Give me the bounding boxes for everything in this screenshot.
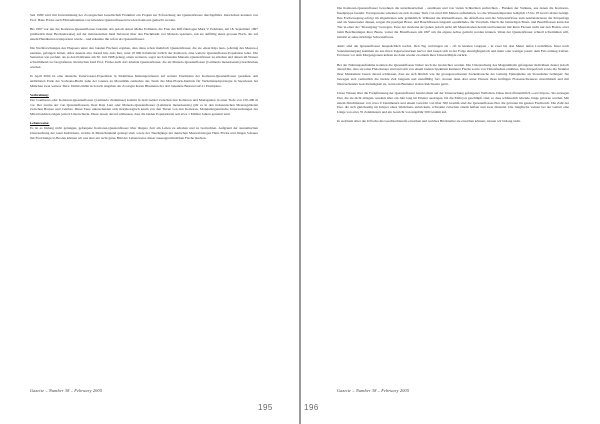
section-text-verbreitung: Der Gombessa oder Komoren-Quastenflosser (Latimeria chalumnae) kommt in dem Gebiet zwischen den Komoren und Madagaskar in einer Tiefe von 150-400 m vor. Der zweite Art von Quastenflossern, Ikan Raja Laut oder Manado-Quastenflosser (Latimeria menadoensis) gibt es in den indonesischen Meeresgebieten zwischen Borneo und Celebes. Diese Tiere unterscheiden sich morphologisch kaum von den Tieren von den Komoren. Molekulargenetische Untersuchungen der Mitochondrien zeigen jedoch Unterschiede. Diese lassen darauf schliessen, dass die beiden Populationen seit etwa 1 Million Jahren getrennt sind. (30, 97, 258, 117)
paragraph: In April 2004 ist eine deutsche Unterwasser-Expedition in Südafrikas Küstengewässern auf weitere Exemplare der Komoren-Quastenflosser gestoßen. Am südlichsten Ende der Sodwana-Bucht nahe der Grenze zu Mosambik entdeckte das Team des Max-Planck-Instituts für Verhaltensphysiologie in Seewiesen bei München zwei weitere Tiere. Damit erhöht sich nach Angaben der Zoologin Karen Hissmann der dort bekannte Bestand auf 21 Exemplare. (30, 74, 258, 88)
paragraph: Bei der Nahrungsaufnahme konnten die Quastenflosser bisher noch nie beobachtet werden. Die Untersuchung des Mageninhalts gefangener Individuen deutet jedoch darauf hin, dass sie reine Fleischesser sind und sich von einem breiten Spektrum kleinerer Fische sowie von Tintenfischen ernähren. Ihre Körperform sowie die Struktur ihrer Muskulatur lassen darauf schliessen, dass sie sich ähnlich wie die grossgewachsenen Zackenbarsche der Gattung Epinephelus als Stosstäuber betätigen: Sie bewegen sich vermutlich die meiste Zeit langsam und unauffällig fort, stossen dann aber unter Einsatz ihres kräftigen Flossenschwanzes unvermittelt und mit überraschender Geschwindigkeit zu, wenn ein Beutetier in ihre Reichweite gerät. (337, 62, 569, 86)
paragraph: Bis 1997 war nur der Komoren-Quastenflosser bekannt. Als jedoch Arnaz Mehta Erdmann, die Frau des Riff-Ökologen Mark V. Erdmann, am 18. September 1997 (unlässlich ihrer Hochzeitsreise) auf der indonesischen Insel Sulawesi über den Fischmarkt von Manado spazierte, sah sie auffällig einen grossen Fisch, der auf einem Handkarren transportiert wurde – und erkannte ihn sofort als Quastenflosser. (30, 27, 258, 41)
paragraph: Die Nachforschungen des Ehepaars unter den lokalen Fischern ergaben, dass diese schon mehrfach Quastenflosser, die sie «ikan Raja laut» («König des Meeres») nannten, gefangen hatten. Alles deutete also darauf hin, dass hier, rund 10 000 Kilometer östlich der Komoren, eine weitere Quastenflosser-Population lebte. Die Sensation war perfekt, als es den Erdmanns am 30. Juli 1998 gelang, einen weiteren, sogar noch lebenden Manado-Quastenflosser zu erhalten und diesen im Wasser schwimmend zu fotografieren. Inzwischen fand Prof. Fricke auch dort lebende Quastenflosser, die als Manado-Quastenflosser (Latimeria menadoensis) beschrieben wurden. (30, 45, 258, 69)
paragraph: Aktiv sind die Quastenflosser hauptsächlich nachts. Den Tag verbringen sie - oft in kleinen Gruppen - in zwei bis drei Meter tiefen Lavahöhlen. Kurz nach Sonnenuntergang kommen sie aus ihren Tagesverstecken hervor und lassen sich in der Folge einzelgängerisch und mehr oder weniger passiv dem Fels entlang treiben. Erst kurz vor dem Morgengrauen kehren sie dann wieder zu einem ihrer Unterschlüpfe zurück. (337, 43, 569, 58)
page-footer: Gazette – Number 38 – February 2005 (30, 388, 103, 393)
paragraph: In welchem Alter die Urfische die Geschlechtsreife erreichen und welches Höchstalter sie erreichen können, wissen wir bislang nicht. (337, 119, 521, 124)
page-footer: Gazette – Number 38 – February 2005 (337, 388, 410, 393)
section-text-lebensweise: Es ist es bislang nicht gelungen, gefangene Komoren-Quastenflosser über längere Zeit am Leben zu erhalten und zu beobachten. Aufgrund der anatomischen Untersuchung der toten Individuen, welche in Menschenhand gelangt sind, sowie der Tauchgänge der deutschen Meeresbiologen Hans Fricke und Jürgen Schauer mit Forschungs-U-Booten können wir uns aber ein recht gutes Bild der Lebensweise dieser aussergewöhnlichen Fische machen. (30, 126, 258, 140)
paragraph: Die Komoren-Quastenflosser bewohnen die untermeerischen - sandlosen und von vielen Schluchten zerfurchten - Flanken der Vulkane, aus denen die Komoren-Inselgruppe besteht. Vorzugsweise scheinen sie sich in einer Tiefe von rund 200 Metern aufzuhalten, wo die Wassertemperatur lediglich 15 bis 18 Grad Celsius beträgt. Ihre Fortbewegung erfolgt im allgemeinen sehr gemächlich: Während die Rückenflossen, die Afterflosse und die Schwanzflosse zum Ausbalancieren der Körperlage und als Steuerruder dienen, sorgen die paarigen Brust- und Bauchflossen langsam «paddelnde» für Vorschub. Durch die beinartigen Brust- und Bauchflossen kann das Tier in einer Art "Kreuzgang" bewegen, Tiere der moderne Art gehen jedoch nicht am Meeresboden herum und benutzen mit ihren Flossen nicht nur den Boden, etwa beim Beschleunigen ihrer Beute, wobei die Brustflossen um 180° um die eigene Achse gedreht werden können. Wenn der Quastenflosser schnell schwimmen will, benutzt er seine mächtige Schwanzflosse. (337, 6, 569, 39)
left-text-column (30, 13, 258, 145)
left-page (0, 0, 299, 424)
right-page (301, 0, 600, 424)
page-number: 195 (258, 403, 273, 412)
right-text-column (337, 6, 569, 129)
paragraph: Unser Wissen über die Fortpflanzung der Quastenflosser beruht allein auf der Untersuchung gefangener Weibchen. Diese sind offensichtlich «ovovivipar». Sie erzeugen Eier, die sie nicht ablegen, sondern über ein Jahr lang im Eileiter austragen, bis die Embryos geschlüpft sind, so dass schliesslich lebende Junge geboren werden. Mit einem Durchmesser von etwa 9 Zentimetern und einem Gewicht von über 300 Gramm sind die Quastenflosser-Eier die grössten im ganzen Fischreich. Die Zahl der Eier, die sich gleichzeitig im Körper eines Weibchens entwickeln, schwankt zwischen einem halben und zwei Dutzend. Die Jungfische weisen bei der Geburt eine Länge von etwa 35 Zentimetern und ein Gewicht von ungefähr 500 Gramm auf. (337, 91, 569, 115)
section-heading-verbreitung: Verbreitung: (30, 93, 49, 98)
page-number: 196 (304, 403, 319, 412)
paragraph: Seit 1989 wird mit Unterstützung der Zoologischen Gesellschaft Frankfurt ein Projekt zur Erforschung der Quastenflosser durchgeführt. Inzwischen konnten von Prof. Hans Fricke auch Filmaufnahmen von lebenden Quastenflossern bei den Komoren gemacht werden. (30, 13, 258, 22)
section-heading-lebensweise: Lebensweise: (30, 121, 50, 126)
